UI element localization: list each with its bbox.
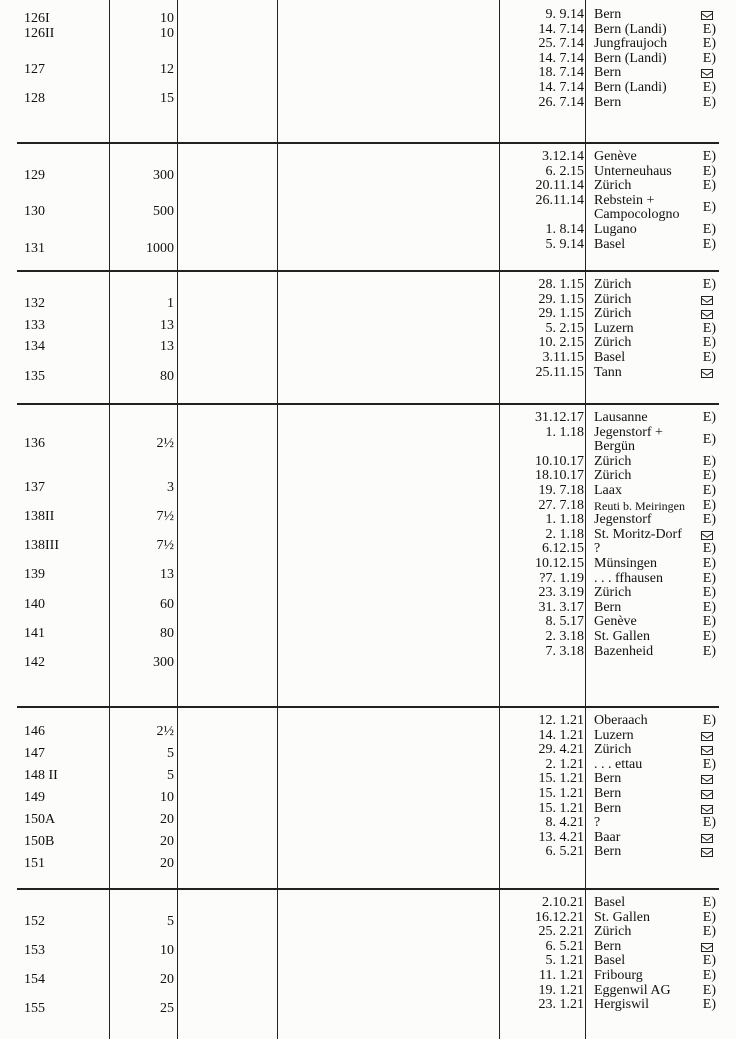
face-value: 20 [160,811,174,827]
entry-place: Bern [594,938,622,954]
catalogue-number: 126II [24,25,55,41]
catalogue-number: 152 [24,913,45,929]
catalogue-number: 151 [24,855,45,871]
catalogue-number: 138II [24,508,55,524]
entry-date: 10. 2.15 [538,335,584,351]
entry-code: E) [702,713,716,728]
entry-date: 15. 1.21 [538,771,584,787]
entry-code: E) [702,453,716,469]
entry-place: Zürich [594,335,632,351]
entry-code: E) [702,149,716,164]
entry-date: 27. 7.18 [538,497,584,513]
entry-place-continued: Bergün [594,439,635,455]
entry-date: 15. 1.21 [538,800,584,816]
entry-code: E) [702,556,716,571]
entry-place: St. Gallen [594,629,650,644]
face-value: 12 [160,62,174,78]
face-value: 7½ [156,508,174,524]
face-value: 20 [160,855,174,871]
entry-date: 3.12.14 [542,149,584,164]
envelope-icon [701,11,713,20]
catalogue-number: 148 II [24,768,58,784]
entry-date: 1. 8.14 [545,222,584,237]
group-rule [17,270,719,272]
entry-code: E) [702,410,716,425]
catalogue-number: 134 [24,339,45,355]
entry-place: Oberaach [594,713,648,728]
entry-place: Genève [594,149,637,164]
envelope-icon [701,805,713,814]
entry-place: . . . ffhausen [594,570,663,586]
entry-date: 2.10.21 [542,895,584,910]
entry-code: E) [702,982,716,998]
entry-code: E) [702,614,716,630]
envelope-icon [701,69,713,78]
entry-place: . . . ettau [594,756,643,772]
entry-date: 6. 5.21 [545,938,584,954]
face-value: 2½ [156,724,174,740]
entry-code: E) [702,497,716,513]
entry-date: 8. 4.21 [545,815,584,831]
entry-code: E) [702,21,716,37]
column-rule [109,0,110,1039]
catalogue-number: 146 [24,724,45,740]
entry-code: E) [702,570,716,586]
entry-place: Münsingen [594,556,657,571]
entry-code: E) [702,94,716,110]
entry-code: E) [702,924,716,940]
entry-place: Baar [594,829,621,845]
entry-place: Bern [594,7,622,22]
entry-date: 26. 7.14 [538,94,584,110]
entry-date: 19. 1.21 [538,982,584,998]
entry-place: Lugano [594,222,637,237]
catalogue-number: 135 [24,368,45,384]
face-value: 300 [153,654,174,670]
entry-code: E) [702,36,716,52]
entry-place: Zürich [594,277,632,292]
entry-code: E) [702,643,716,659]
entry-code: E) [702,815,716,831]
face-value: 5 [167,768,174,784]
envelope-icon [701,775,713,784]
entry-date: 18. 7.14 [538,65,584,81]
catalogue-number: 128 [24,91,45,107]
entry-code: E) [702,320,716,336]
entry-date: 3.11.15 [542,350,584,365]
entry-code: E) [702,335,716,351]
entry-date: 9. 9.14 [545,7,584,22]
catalogue-number: 137 [24,479,45,495]
entry-code: E) [702,483,716,498]
catalogue-number: 136 [24,435,45,451]
envelope-icon [701,732,713,741]
group-rule [17,142,719,144]
entry-place: Bern [594,94,622,110]
entry-date: 2. 1.21 [545,756,584,772]
entry-place: Laax [594,483,622,498]
face-value: 2½ [156,435,174,451]
entry-place: Lausanne [594,410,648,425]
envelope-icon [701,790,713,799]
catalogue-number: 150A [24,811,56,827]
catalogue-number: 147 [24,746,45,762]
entry-date: 31. 3.17 [538,599,584,615]
entry-code: E) [702,968,716,983]
entry-place: Luzern [594,320,634,336]
entry-place: Zürich [594,742,632,758]
entry-place: Rebstein + [594,192,655,208]
entry-date: 25. 2.21 [538,924,584,940]
entry-place: Basel [594,350,626,365]
face-value: 10 [160,11,174,26]
entry-date: 11. 1.21 [539,968,584,983]
entry-place: Jegenstorf [594,512,652,528]
group-rule [17,706,719,708]
entry-place: Zürich [594,453,632,469]
catalogue-number: 129 [24,167,45,183]
column-rule [177,0,178,1039]
entry-place: Bern (Landi) [594,21,667,37]
entry-place: Bern [594,65,622,81]
entry-date: 29. 1.15 [538,291,584,307]
entry-date: 18.10.17 [535,468,584,484]
entry-code: E) [702,997,716,1013]
column-rule [585,0,586,1039]
entry-place: ? [594,541,601,557]
entry-place-continued: Campocologno [594,207,680,223]
entry-date: 20.11.14 [535,178,584,194]
catalogue-number: 133 [24,317,45,333]
face-value: 20 [160,972,174,987]
entry-place: Bazenheid [594,643,654,659]
face-value: 1 [167,295,174,311]
entry-date: 23. 1.21 [538,997,584,1013]
column-rule [277,0,278,1039]
entry-code: E) [702,350,716,365]
entry-place: Basel [594,895,626,910]
face-value: 300 [153,167,174,183]
entry-date: 6. 5.21 [545,844,584,860]
entry-place: Bern [594,800,622,816]
face-value: 13 [160,567,174,583]
entry-place: Zürich [594,585,632,601]
entry-code: E) [702,756,716,772]
entry-date: 16.12.21 [535,909,584,925]
entry-date: 14. 7.14 [538,50,584,66]
entry-date: 28. 1.15 [538,277,584,292]
envelope-icon [701,834,713,843]
entry-date: 14. 1.21 [538,727,584,743]
entry-date: 2. 3.18 [545,629,584,644]
entry-place: Unterneuhaus [594,163,672,179]
entry-place: Bern [594,786,622,801]
face-value: 13 [160,339,174,355]
entry-date: 10.12.15 [535,556,584,571]
entry-date: 14. 7.14 [538,80,584,95]
entry-code: E) [702,629,716,644]
entry-code: E) [702,431,716,447]
entry-code: E) [702,178,716,194]
entry-code: E) [702,163,716,179]
entry-date: 15. 1.21 [538,786,584,801]
entry-place: Bern [594,599,622,615]
entry-date: 12. 1.21 [538,713,584,728]
entry-code: E) [702,50,716,66]
entry-place: Basel [594,953,626,969]
entry-place: Eggenwil AG [594,982,671,998]
entry-date: 5. 2.15 [545,320,584,336]
entry-place: Bern [594,844,622,860]
face-value: 80 [160,625,174,641]
entry-date: 5. 1.21 [545,953,584,969]
entry-date: 29. 1.15 [538,306,584,322]
entry-place: Zürich [594,306,632,322]
entry-place: Zürich [594,924,632,940]
entry-place: Fribourg [594,968,643,983]
catalogue-number: 141 [24,625,45,641]
group-rule [17,888,719,890]
catalogue-number: 154 [24,972,45,987]
entry-place: Jegenstorf + [594,424,663,440]
face-value: 80 [160,368,174,384]
entry-date: 1. 1.18 [545,424,584,440]
entry-date: 29. 4.21 [538,742,584,758]
face-value: 20 [160,833,174,849]
face-value: 10 [160,25,174,41]
envelope-icon [701,369,713,378]
entry-place: Genève [594,614,637,630]
entry-code: E) [702,468,716,484]
envelope-icon [701,310,713,319]
entry-date: 2. 1.18 [545,526,584,542]
face-value: 15 [160,91,174,107]
entry-code: E) [702,222,716,237]
entry-code: E) [702,541,716,557]
entry-code: E) [702,895,716,910]
face-value: 5 [167,913,174,929]
catalogue-number: 130 [24,204,45,220]
entry-place: Bern (Landi) [594,50,667,66]
catalogue-number: 139 [24,567,45,583]
entry-date: 6. 2.15 [545,163,584,179]
envelope-icon [701,848,713,857]
catalogue-number: 138III [24,538,59,554]
entry-place: St. Moritz-Dorf [594,526,682,542]
catalogue-number: 126I [24,11,50,26]
entry-date: 25. 7.14 [538,36,584,52]
catalogue-number: 150B [24,833,55,849]
entry-code: E) [702,585,716,601]
entry-place: Zürich [594,468,632,484]
face-value: 10 [160,942,174,958]
entry-place: ? [594,815,601,831]
entry-place: Hergiswil [594,997,649,1013]
face-value: 60 [160,596,174,612]
catalogue-number: 155 [24,1001,45,1017]
entry-date: 10.10.17 [535,453,584,469]
entry-code: E) [702,512,716,528]
entry-date: 8. 5.17 [545,614,584,630]
group-rule [17,403,719,405]
catalogue-number: 140 [24,596,45,612]
entry-date: 26.11.14 [535,192,584,208]
face-value: 5 [167,746,174,762]
face-value: 7½ [156,538,174,554]
catalogue-number: 132 [24,295,45,311]
entry-place: Tann [594,364,622,380]
entry-place: Reuti b. Meiringen [594,498,685,513]
entry-code: E) [702,80,716,95]
face-value: 1000 [146,240,174,256]
entry-date: 31.12.17 [535,410,584,425]
entry-code: E) [702,909,716,925]
entry-date: 25.11.15 [535,364,584,380]
catalogue-number: 127 [24,62,45,78]
entry-code: E) [702,236,716,252]
entry-date: 23. 3.19 [538,585,584,601]
entry-date: 13. 4.21 [538,829,584,845]
entry-date: 19. 7.18 [538,483,584,498]
entry-place: Bern [594,771,622,787]
catalogue-number: 153 [24,942,45,958]
entry-place: Luzern [594,727,634,743]
entry-code: E) [702,953,716,969]
entry-date: 5. 9.14 [545,236,584,252]
face-value: 10 [160,790,174,805]
entry-place: Zürich [594,178,632,194]
face-value: 25 [160,1001,174,1017]
face-value: 500 [153,204,174,220]
entry-code: E) [702,599,716,615]
envelope-icon [701,943,713,952]
face-value: 3 [167,479,174,495]
catalogue-number: 131 [24,240,45,256]
stamp-listing-table [17,0,719,1039]
entry-date: ?7. 1.19 [539,570,584,586]
entry-date: 7. 3.18 [545,643,584,659]
entry-date: 6.12.15 [542,541,584,557]
entry-date: 1. 1.18 [545,512,584,528]
entry-code: E) [702,277,716,292]
catalogue-number: 149 [24,790,45,805]
entry-code: E) [702,200,716,216]
entry-place: Bern (Landi) [594,80,667,95]
catalogue-number: 142 [24,654,45,670]
entry-place: Jungfraujoch [594,36,668,52]
entry-place: Zürich [594,291,632,307]
entry-date: 14. 7.14 [538,21,584,37]
column-rule [499,0,500,1039]
entry-place: Basel [594,236,626,252]
envelope-icon [701,296,713,305]
face-value: 13 [160,317,174,333]
entry-place: St. Gallen [594,909,650,925]
envelope-icon [701,746,713,755]
envelope-icon [701,531,713,540]
